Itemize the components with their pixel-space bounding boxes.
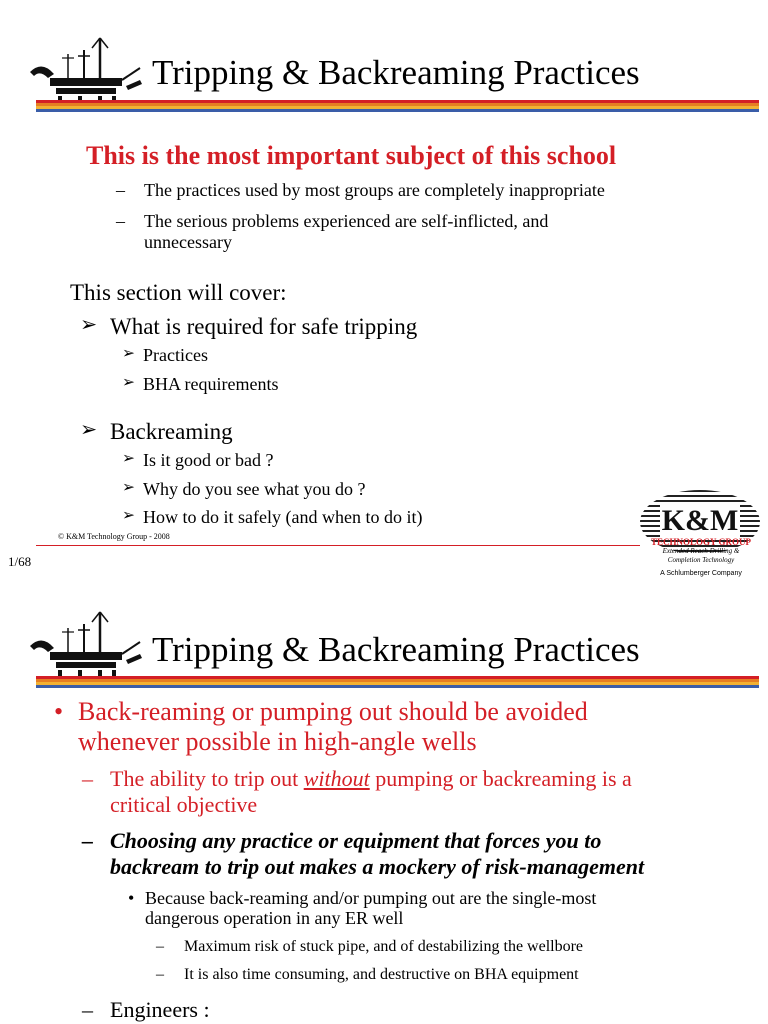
bullet-avoid-backreaming: • Back-reaming or pumping out should be avoided (78, 698, 588, 727)
slide-2 (0, 600, 768, 1024)
title-stripes (36, 100, 759, 112)
logo-group-name: TECHNOLOGY GROUP (651, 537, 751, 547)
sub-topic: ➢ Is it good or bad ? (143, 451, 273, 471)
topic-backreaming: ➢ Backreaming (110, 419, 233, 444)
logo-mark: K&M (660, 502, 740, 540)
bullet-continuation: whenever possible in high-angle wells (78, 727, 477, 756)
title-stripes (36, 676, 759, 688)
sub-bullet: • Because back-reaming and/or pumping out are the single-most (145, 889, 596, 909)
logo-tagline-1: Extended Reach Drilling & (662, 547, 740, 555)
cover-intro: This section will cover: (70, 280, 287, 305)
slide-title: Tripping & Backreaming Practices (152, 630, 640, 669)
dash-continuation: backream to trip out makes a mockery of risk-management (110, 854, 645, 879)
sub-topic: ➢ How to do it safely (and when to do it) (143, 508, 422, 528)
sub-topic: ➢ Practices (143, 346, 208, 366)
sub-topic: ➢ Why do you see what you do ? (143, 480, 365, 500)
dash-continuation: critical objective (110, 792, 258, 817)
slide-title: Tripping & Backreaming Practices (152, 53, 640, 92)
sub-bullet-continuation: dangerous operation in any ER well (145, 908, 404, 928)
dash-item: – The practices used by most groups are completely inappropriate (144, 181, 605, 201)
sub-dash: – Maximum risk of stuck pipe, and of destabilizing the wellbore (184, 938, 583, 956)
logo-parent: A Schlumberger Company (660, 570, 742, 577)
dash-item: – The serious problems experienced are self-inflicted, and (144, 212, 548, 232)
headline: This is the most important subject of this school (86, 141, 617, 170)
emphasis-without: without (303, 766, 370, 791)
drilling-rig-icon (28, 610, 143, 680)
sub-dash: – It is also time consuming, and destructive on BHA equipment (184, 966, 579, 984)
sub-topic: ➢ BHA requirements (143, 375, 278, 395)
copyright: © K&M Technology Group - 2008 (58, 532, 170, 541)
topic-safe-tripping: ➢ What is required for safe tripping (110, 314, 417, 339)
drilling-rig-icon (28, 36, 143, 106)
logo-tagline-2: Completion Technology (667, 556, 735, 564)
dash-item-continuation: unnecessary (144, 232, 232, 252)
dash-trip-objective: – The ability to trip out without pumping or backreaming is a (110, 767, 632, 791)
dash-risk-management: – Choosing any practice or equipment that forces you to (110, 829, 601, 853)
dash-engineers: – Engineers : (110, 998, 210, 1022)
page-number: 1/68 (8, 554, 32, 569)
footer-divider (36, 545, 640, 546)
km-technology-logo (640, 490, 762, 578)
